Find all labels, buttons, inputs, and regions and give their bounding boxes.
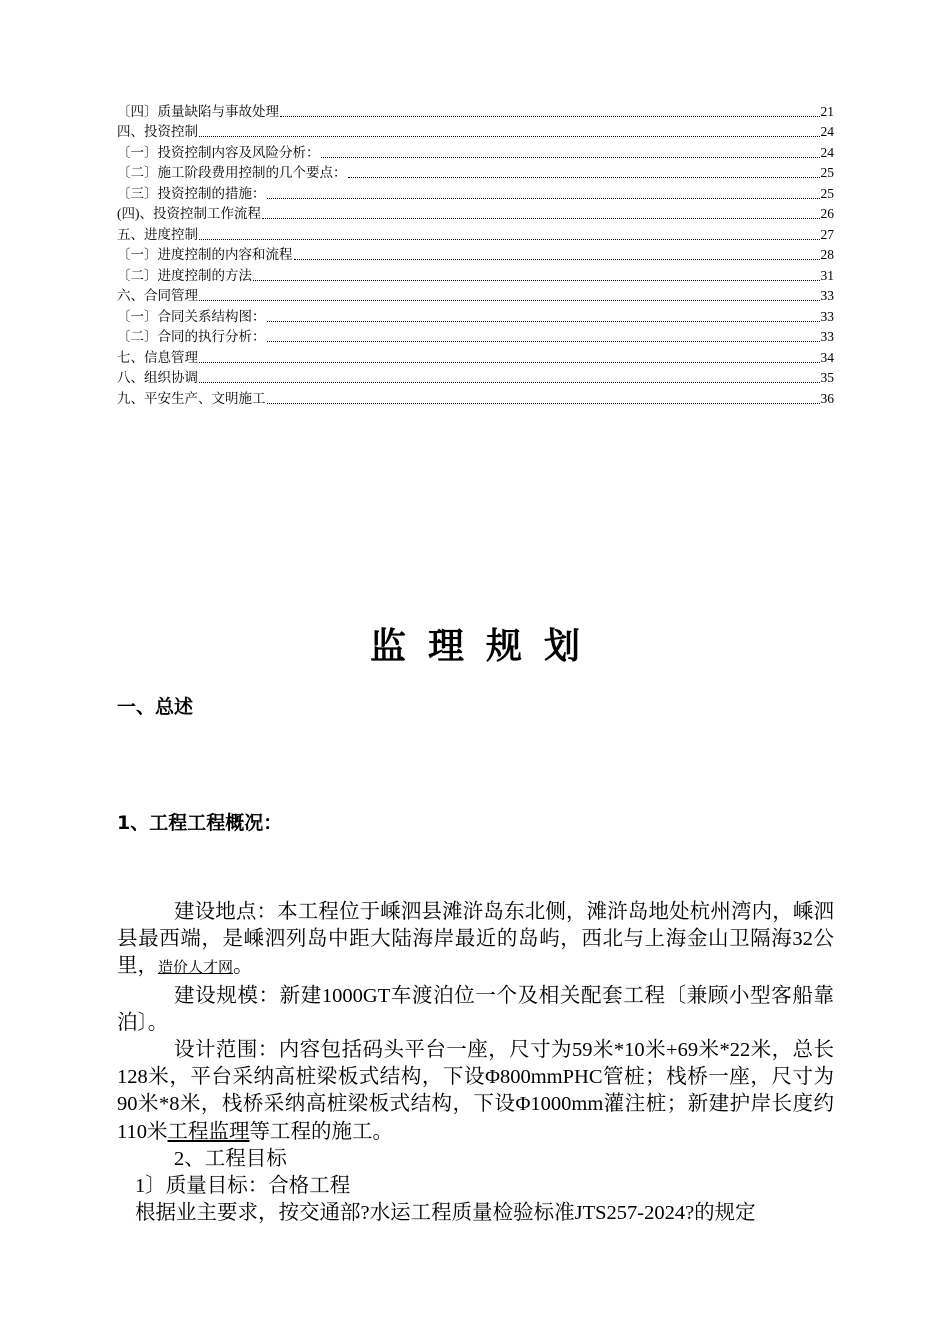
toc-label: 〔二〕合同的执行分析： — [117, 329, 266, 344]
toc-leader-dots — [253, 279, 820, 281]
toc-label: 〔三〕投资控制的措施： — [117, 185, 266, 201]
location-end: 。 — [233, 955, 254, 978]
toc-leader-dots — [267, 197, 820, 199]
scope-end: 等工程的施工。 — [249, 1120, 393, 1143]
toc-leader-dots — [348, 176, 820, 178]
toc-entry[interactable] — [117, 327, 834, 348]
paragraph-location — [117, 899, 834, 983]
toc-label: 〔二〕进度控制的方法 — [117, 267, 252, 283]
toc-page-number: 26 — [820, 206, 834, 221]
toc-entry[interactable] — [117, 142, 834, 163]
toc-leader-dots — [199, 361, 820, 363]
page-title: 监理规划 — [369, 626, 602, 667]
toc-entry[interactable] — [117, 245, 834, 266]
scope-text: 设计范围：内容包括码头平台一座，尺寸为59米*10米+69米*22米，总长128米，平台采纳高桩梁板式结构，下设Φ800mmPHC管桩；栈桥一座，尺寸为90米*8米，栈桥采纳高桩梁板式结构，下设Φ1000mm灌注桩；新建护岸长度约110米 — [117, 1039, 834, 1143]
toc-entry[interactable] — [117, 368, 834, 389]
toc-page-number: 25 — [820, 185, 834, 201]
toc-label: 八、组织协调 — [117, 370, 198, 385]
toc-leader-dots — [267, 402, 820, 404]
toc-label: 〔一〕合同关系结构图： — [117, 308, 266, 324]
toc-leader-dots — [294, 258, 820, 260]
toc-page-number: 21 — [820, 103, 834, 119]
toc-leader-dots — [280, 115, 820, 117]
toc-label: 〔一〕投资控制内容及风险分析： — [117, 144, 320, 160]
toc-page-number: 25 — [820, 165, 834, 180]
toc-leader-dots — [199, 238, 820, 240]
toc-entry[interactable] — [117, 101, 834, 122]
toc-entry[interactable] — [117, 286, 834, 307]
toc-entry[interactable] — [117, 224, 834, 245]
toc-page-number: 31 — [820, 267, 834, 283]
toc-page-number: 24 — [820, 124, 834, 139]
toc-page-number: 28 — [820, 247, 834, 262]
toc-leader-dots — [267, 320, 820, 322]
toc-leader-dots — [321, 156, 820, 158]
toc-page-number: 33 — [820, 308, 834, 324]
subsection-heading: 1、工程工程概况： — [117, 812, 283, 834]
toc-label: 七、信息管理 — [117, 349, 198, 365]
toc-entry[interactable] — [117, 122, 834, 143]
toc-entry[interactable] — [117, 306, 834, 327]
link-text[interactable]: 造价人才网 — [158, 960, 234, 977]
toc-entry[interactable] — [117, 347, 834, 368]
location-text: 建设地点：本工程位于嵊泗县滩浒岛东北侧，滩浒岛地处杭州湾内，嵊泗县最西端，是嵊泗列岛中距大陆海岸最近的岛屿，西北与上海金山卫隔海32公里， — [117, 901, 834, 978]
toc-leader-dots — [199, 381, 820, 383]
toc-leader-dots — [267, 340, 820, 342]
toc-entry[interactable] — [117, 163, 834, 184]
paragraph-scale: 建设规模：新建1000GT车渡泊位一个及相关配套工程〔兼顾小型客船靠泊〕。 — [117, 984, 834, 1034]
toc-label: 六、合同管理 — [117, 288, 198, 303]
toc-leader-dots — [199, 299, 820, 301]
section-heading: 一、总述 — [117, 696, 194, 718]
toc-page-number: 24 — [820, 144, 834, 160]
toc-label: 〔一〕进度控制的内容和流程 — [117, 247, 293, 262]
toc-label: 〔二〕施工阶段费用控制的几个要点： — [117, 165, 347, 180]
toc-page-number: 33 — [820, 288, 834, 303]
table-of-contents — [117, 101, 834, 409]
toc-page-number: 35 — [820, 370, 834, 385]
toc-label: 四、投资控制 — [117, 124, 198, 139]
goal-quality: 1〕质量目标：合格工程 — [135, 1175, 351, 1198]
toc-entry[interactable] — [117, 388, 834, 409]
link-text[interactable]: 工程监理 — [167, 1120, 250, 1143]
toc-entry[interactable] — [117, 204, 834, 225]
toc-leader-dots — [262, 217, 820, 219]
goal-heading: 2、工程目标 — [174, 1147, 287, 1170]
toc-label: 五、进度控制 — [117, 226, 198, 242]
toc-label: 九、平安生产、文明施工 — [117, 390, 266, 406]
toc-page-number: 27 — [820, 226, 834, 242]
paragraph-scope — [117, 1037, 834, 1146]
toc-entry[interactable] — [117, 265, 834, 286]
toc-entry[interactable] — [117, 183, 834, 204]
toc-page-number: 34 — [820, 349, 834, 365]
toc-label: (四)、投资控制工作流程 — [117, 206, 261, 221]
body-text — [117, 899, 834, 1227]
toc-page-number: 33 — [820, 329, 834, 344]
toc-leader-dots — [199, 135, 820, 137]
goal-text: 根据业主要求，按交通部?水运工程质量检验标准JTS257-2024?的规定 — [135, 1202, 756, 1225]
toc-page-number: 36 — [820, 390, 834, 406]
toc-label: 〔四〕质量缺陷与事故处理 — [117, 103, 279, 119]
